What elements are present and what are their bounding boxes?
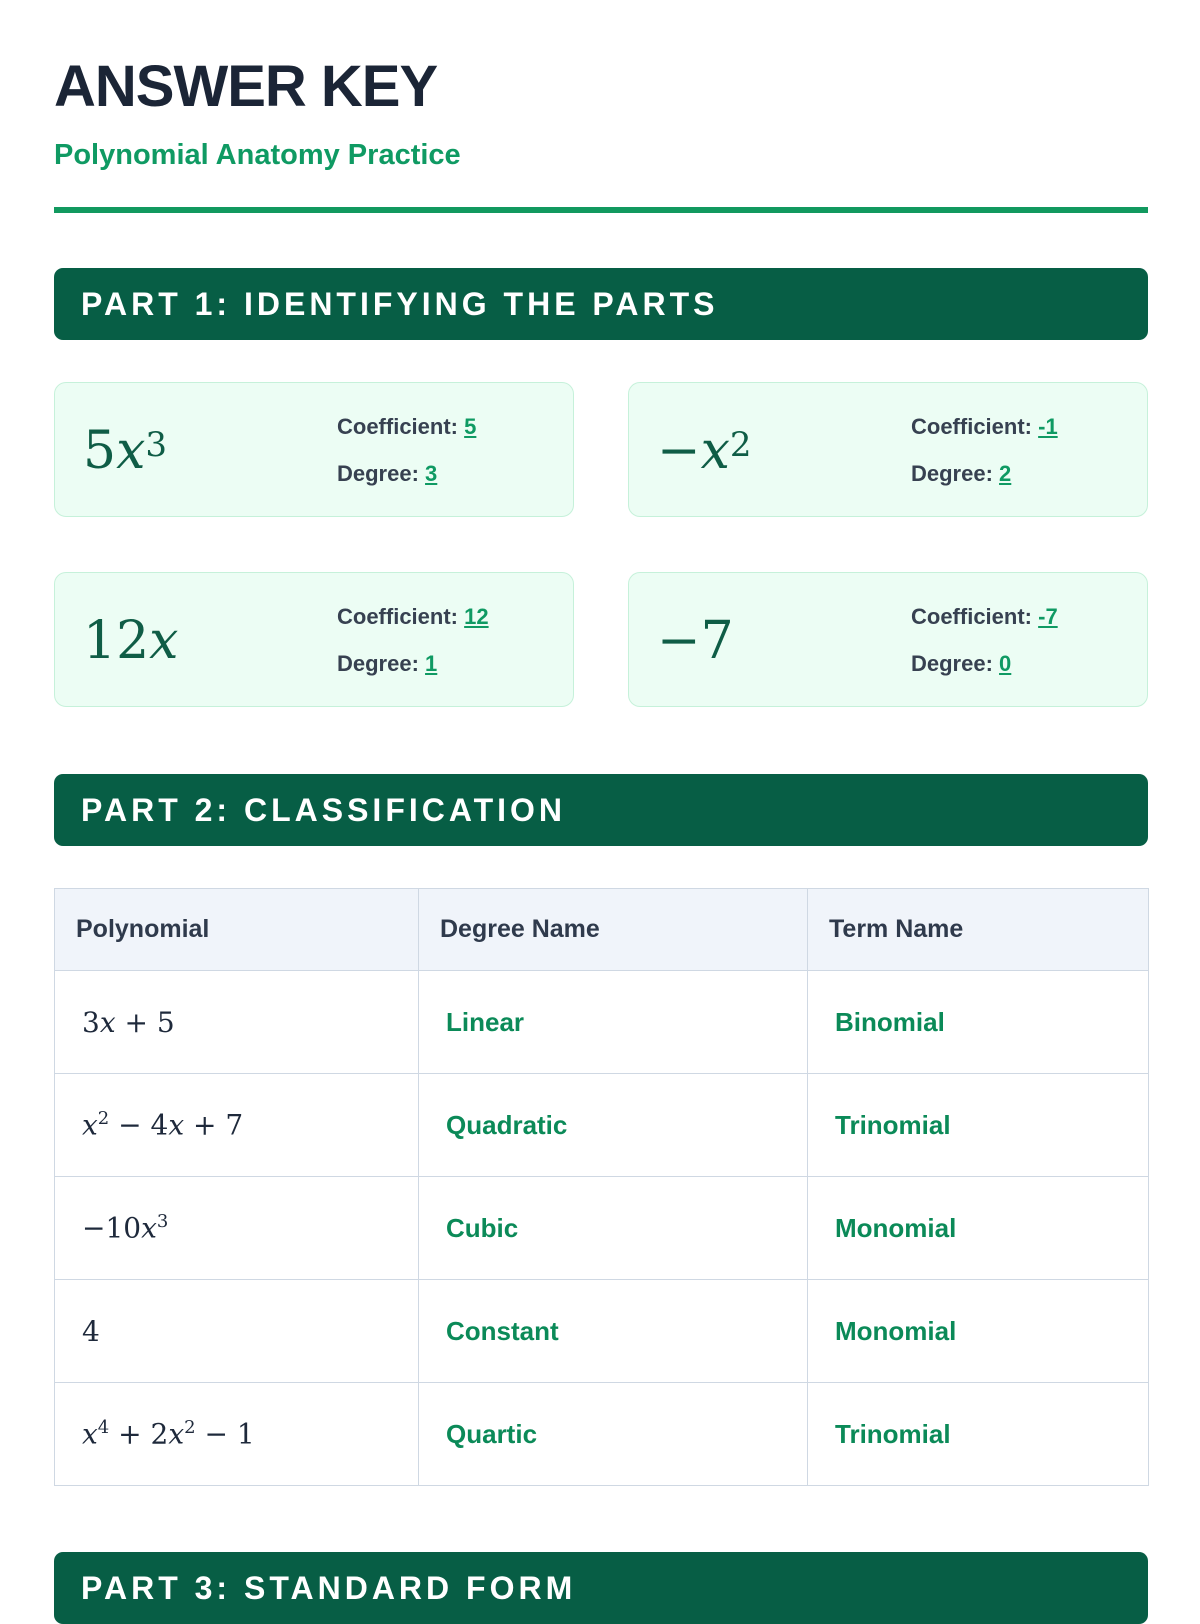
page-title: ANSWER KEY	[54, 54, 438, 119]
term-card-4	[628, 572, 1148, 707]
coefficient-value: -1	[1038, 414, 1058, 439]
term-name-cell: Binomial	[808, 971, 1149, 1074]
term-name-cell: Trinomial	[808, 1074, 1149, 1177]
term-card-1	[54, 382, 574, 517]
degree-value: 2	[999, 461, 1012, 486]
degree-value: 1	[425, 651, 438, 676]
column-header-degree-name: Degree Name	[419, 889, 808, 971]
polynomial-cell: $x^2 - 4x + 7$	[55, 1074, 419, 1177]
polynomial-cell: $x^4 + 2x^2 - 1$	[55, 1383, 419, 1486]
coefficient-line: Coefficient: 5	[337, 414, 477, 439]
term-card-2	[628, 382, 1148, 517]
table-header-row	[55, 889, 1149, 971]
degree-value: 3	[425, 461, 438, 486]
degree-line: Degree: 0	[911, 651, 1012, 676]
coefficient-value: 5	[464, 414, 477, 439]
coefficient-line: Coefficient: 12	[337, 604, 489, 629]
coefficient-line: Coefficient: -1	[911, 414, 1058, 439]
term-expression: − x $^2$	[657, 420, 752, 481]
table-row	[55, 971, 1149, 1074]
coefficient-value: -7	[1038, 604, 1058, 629]
degree-name-cell: Constant	[419, 1280, 808, 1383]
polynomial-cell: $-10x^3$	[55, 1177, 419, 1280]
coefficient-value: 12	[464, 604, 489, 629]
term-expression: 12 x	[83, 610, 179, 671]
polynomial-cell: 3x + 5	[55, 971, 419, 1074]
table-row	[55, 1074, 1149, 1177]
part1-heading: PART 1: IDENTIFYING THE PARTS	[54, 268, 1148, 340]
classification-table	[54, 888, 1149, 1486]
degree-line: Degree: 2	[911, 461, 1012, 486]
table-row	[55, 1177, 1149, 1280]
table-row	[55, 1280, 1149, 1383]
term-name-cell: Trinomial	[808, 1383, 1149, 1486]
term-expression: −7	[657, 610, 734, 671]
part3-heading: PART 3: STANDARD FORM	[54, 1552, 1148, 1624]
term-card-3	[54, 572, 574, 707]
degree-line: Degree: 1	[337, 651, 438, 676]
part2-heading: PART 2: CLASSIFICATION	[54, 774, 1148, 846]
degree-name-cell: Cubic	[419, 1177, 808, 1280]
degree-name-cell: Quadratic	[419, 1074, 808, 1177]
column-header-polynomial: Polynomial	[55, 889, 419, 971]
column-header-term-name: Term Name	[808, 889, 1149, 971]
degree-name-cell: Quartic	[419, 1383, 808, 1486]
page-subtitle: Polynomial Anatomy Practice	[54, 139, 461, 171]
title-divider	[54, 207, 1148, 213]
degree-name-cell: Linear	[419, 971, 808, 1074]
term-name-cell: Monomial	[808, 1280, 1149, 1383]
degree-line: Degree: 3	[337, 461, 438, 486]
polynomial-cell: 4	[55, 1280, 419, 1383]
degree-value: 0	[999, 651, 1012, 676]
term-expression: 5 x $^3$	[83, 420, 168, 481]
term-name-cell: Monomial	[808, 1177, 1149, 1280]
coefficient-line: Coefficient: -7	[911, 604, 1058, 629]
table-row	[55, 1383, 1149, 1486]
